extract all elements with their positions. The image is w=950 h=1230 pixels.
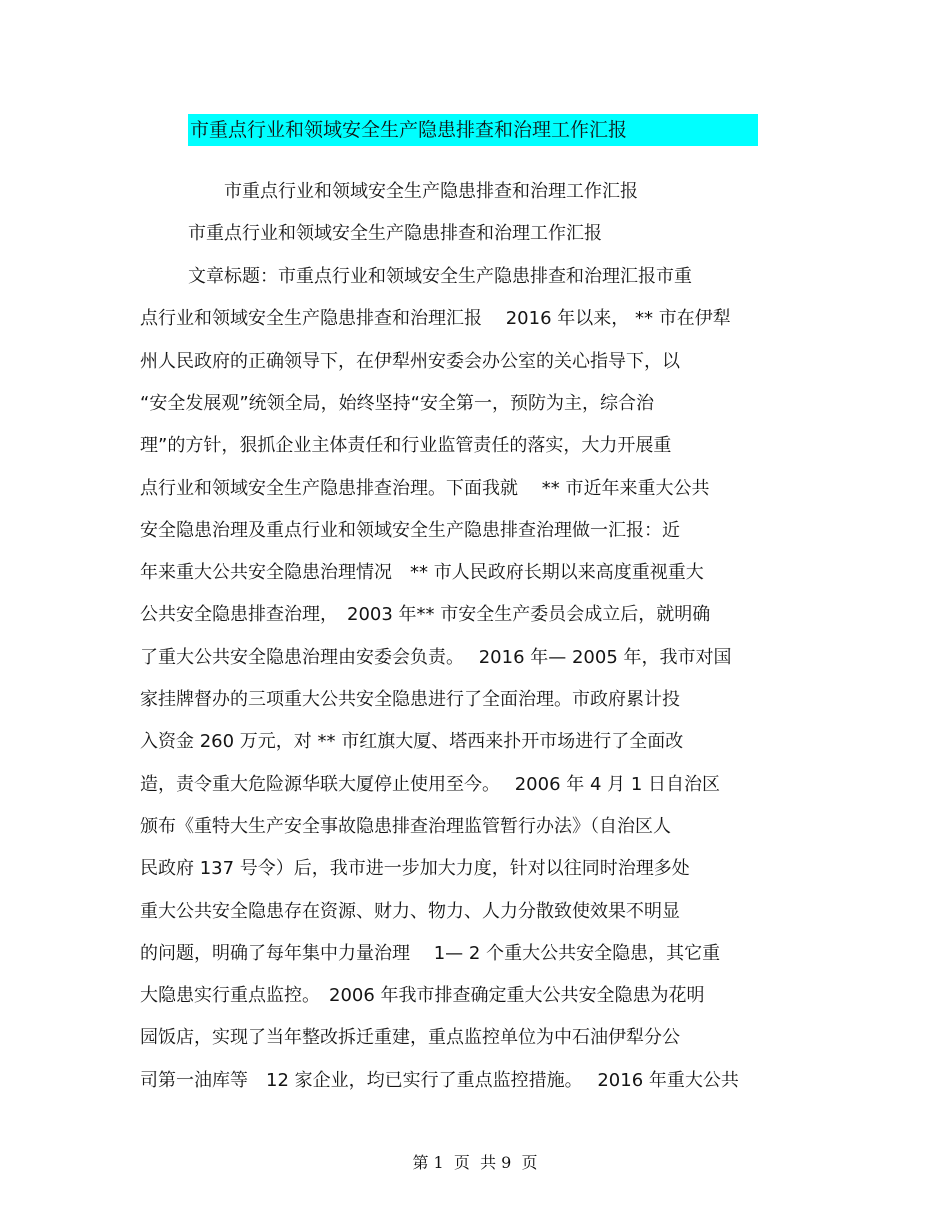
document-subheading: 市重点行业和领域安全生产隐患排查和治理工作汇报: [188, 223, 602, 244]
body-line: 民政府 137 号令）后，我市进一步加大力度，针对以往同时治理多处: [140, 858, 690, 879]
document-heading: 市重点行业和领域安全生产隐患排查和治理工作汇报: [224, 181, 638, 202]
body-line: 点行业和领域安全生产隐患排查和治理汇报 2016 年以来， ** 市在伊犁: [140, 308, 731, 329]
body-line: 了重大公共安全隐患治理由安委会负责。 2016 年— 2005 年，我市对国: [140, 647, 732, 668]
body-line: 文章标题：市重点行业和领域安全生产隐患排查和治理汇报市重: [188, 266, 692, 287]
body-line: 年来重大公共安全隐患治理情况 ** 市人民政府长期以来高度重视重大: [140, 562, 704, 583]
page-number: 第 1 页 共 9 页: [412, 1153, 538, 1172]
body-line: “安全发展观”统领全局，始终坚持“安全第一，预防为主，综合治: [140, 393, 654, 414]
body-line: 大隐患实行重点监控。 2006 年我市排查确定重大公共安全隐患为花明: [140, 985, 705, 1006]
body-line: 安全隐患治理及重点行业和领域安全生产隐患排查治理做一汇报：近: [140, 520, 680, 541]
highlighted-title: 市重点行业和领域安全生产隐患排查和治理工作汇报: [188, 114, 758, 146]
body-line: 司第一油库等 12 家企业，均已实行了重点监控措施。 2016 年重大公共: [140, 1070, 739, 1091]
body-line: 家挂牌督办的三项重大公共安全隐患进行了全面治理。市政府累计投: [140, 689, 680, 710]
body-line: 重大公共安全隐患存在资源、财力、物力、人力分散致使效果不明显: [140, 901, 680, 922]
body-line: 的问题，明确了每年集中力量治理 1— 2 个重大公共安全隐患，其它重: [140, 943, 721, 964]
body-line: 入资金 260 万元，对 ** 市红旗大厦、塔西来扑开市场进行了全面改: [140, 731, 684, 752]
body-line: 公共安全隐患排查治理， 2003 年** 市安全生产委员会成立后，就明确: [140, 604, 711, 625]
body-line: 颁布《重特大生产安全事故隐患排查治理监管暂行办法》（自治区人: [140, 816, 671, 837]
body-line: 园饭店，实现了当年整改拆迁重建，重点监控单位为中石油伊犁分公: [140, 1027, 680, 1048]
body-line: 州人民政府的正确领导下，在伊犁州安委会办公室的关心指导下，以: [140, 351, 680, 372]
body-line: 理”的方针，狠抓企业主体责任和行业监管责任的落实，大力开展重: [140, 435, 672, 456]
body-line: 造，责令重大危险源华联大厦停止使用至今。 2006 年 4 月 1 日自治区: [140, 774, 721, 795]
body-line: 点行业和领域安全生产隐患排查治理。下面我就 ** 市近年来重大公共: [140, 478, 710, 499]
